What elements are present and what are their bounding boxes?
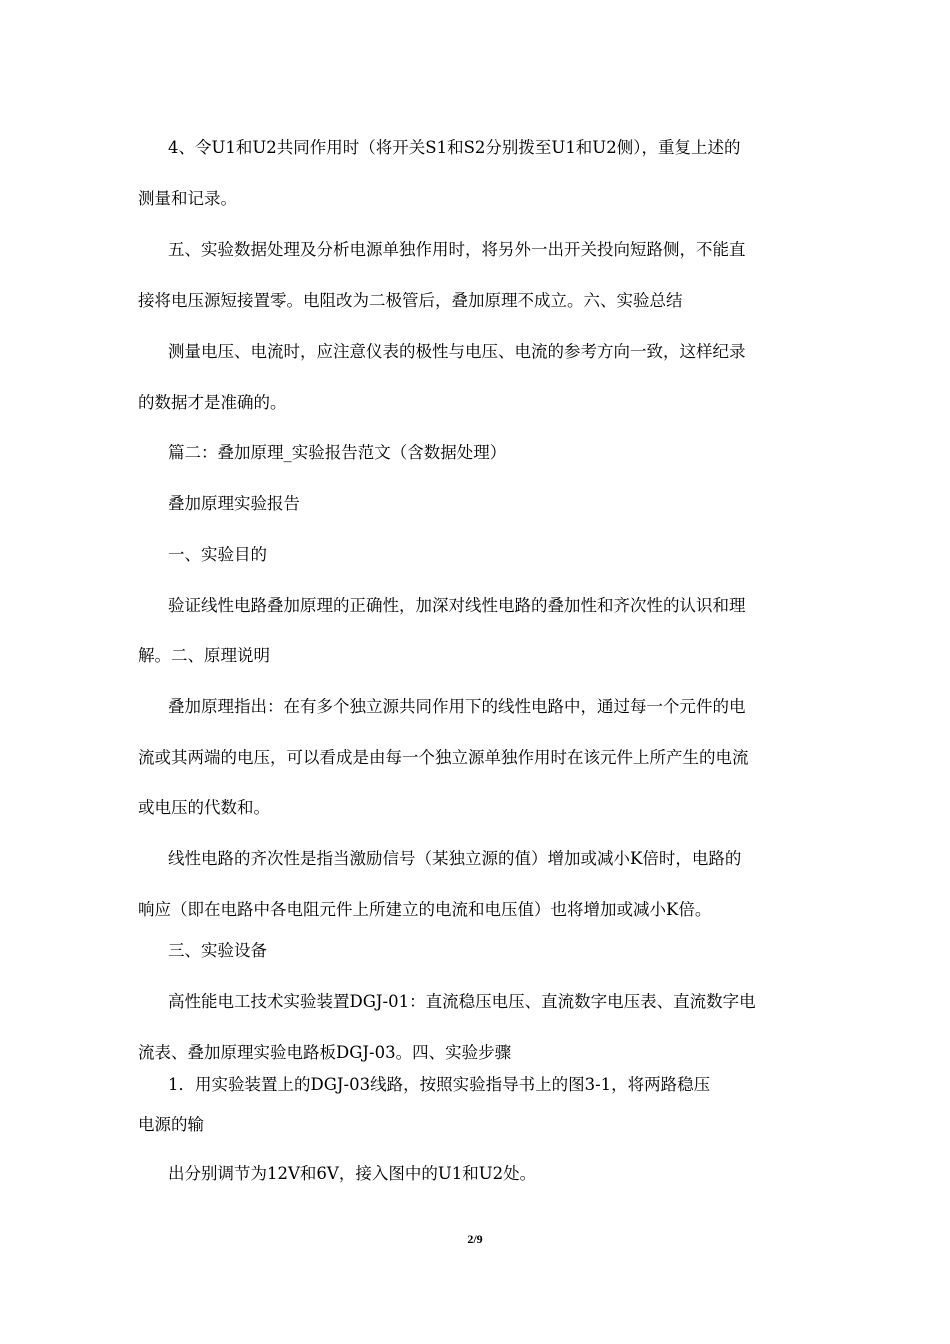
paragraph-line: 线性电路的齐次性是指当激励信号（某独立源的值）增加或减小K倍时，电路的 <box>168 849 742 868</box>
paragraph-line: 高性能电工技术实验装置DGJ-01：直流稳压电压、直流数字电压表、直流数字电 <box>168 992 756 1011</box>
paragraph-line: 的数据才是准确的。 <box>138 393 287 412</box>
paragraph-line: 电源的输 <box>138 1115 204 1134</box>
paragraph-line: 流表、叠加原理实验电路板DGJ-03。四、实验步骤 <box>138 1043 512 1062</box>
page-number: 2/9 <box>467 1232 483 1246</box>
paragraph-line: 验证线性电路叠加原理的正确性，加深对线性电路的叠加性和齐次性的认识和理 <box>168 596 746 615</box>
paragraph-line: 测量电压、电流时，应注意仪表的极性与电压、电流的参考方向一致，这样纪录 <box>168 342 746 361</box>
paragraph-line: 出分别调节为12V和6V，接入图中的U1和U2处。 <box>168 1164 537 1183</box>
paragraph-line: 1．用实验装置上的DGJ-03线路，按照实验指导书上的图3-1，将两路稳压 <box>168 1075 711 1094</box>
section-heading: 三、实验设备 <box>168 941 267 960</box>
report-title: 叠加原理实验报告 <box>168 494 300 513</box>
paragraph-line: 接将电压源短接置零。电阻改为二极管后，叠加原理不成立。六、实验总结 <box>138 291 683 310</box>
section-heading: 篇二：叠加原理_实验报告范文（含数据处理） <box>168 443 507 462</box>
paragraph-line: 流或其两端的电压，可以看成是由每一个独立源单独作用时在该元件上所产生的电流 <box>138 748 749 767</box>
paragraph-line: 4、令U1和U2共同作用时（将开关S1和S2分别拨至U1和U2侧），重复上述的 <box>168 138 741 157</box>
paragraph-line: 响应（即在电路中各电阻元件上所建立的电流和电压值）也将增加或减小K倍。 <box>138 900 712 919</box>
section-heading: 一、实验目的 <box>168 545 267 564</box>
paragraph-line: 叠加原理指出：在有多个独立源共同作用下的线性电路中，通过每一个元件的电 <box>168 697 746 716</box>
paragraph-line: 解。二、原理说明 <box>138 646 270 665</box>
paragraph-line: 测量和记录。 <box>138 189 237 208</box>
paragraph-line: 五、实验数据处理及分析电源单独作用时，将另外一出开关投向短路侧，不能直 <box>168 240 746 259</box>
paragraph-line: 或电压的代数和。 <box>138 798 270 817</box>
